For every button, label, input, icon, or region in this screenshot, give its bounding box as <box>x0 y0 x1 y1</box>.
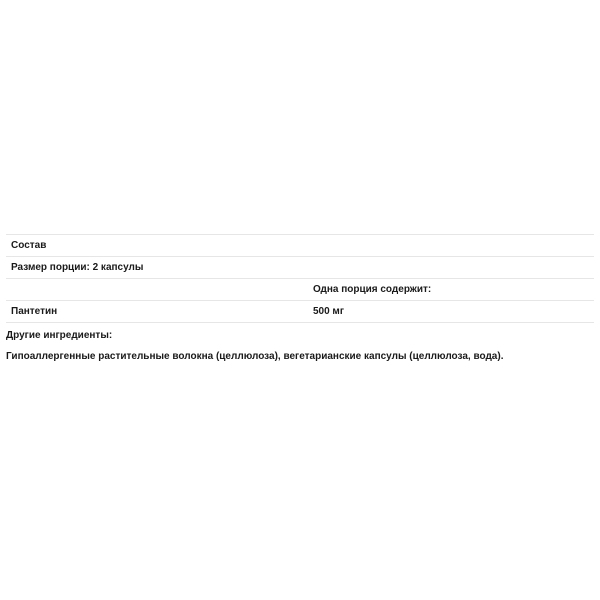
ingredient-name: Пантетин <box>6 301 308 323</box>
other-ingredients-title: Другие ингредиенты: <box>6 330 113 341</box>
ingredient-amount: 500 мг <box>308 301 594 323</box>
serving-size-row <box>6 257 594 279</box>
header-blank-cell <box>6 279 308 301</box>
table-title: Состав <box>6 235 594 257</box>
amount-header: Одна порция содержит: <box>308 279 594 301</box>
amount-header-row <box>6 279 594 301</box>
table-title-row <box>6 235 594 257</box>
table-row <box>6 301 594 323</box>
serving-size: Размер порции: 2 капсулы <box>6 257 594 279</box>
other-ingredients-text: Гипоаллергенные растительные волокна (целлюлоза), вегетарианские капсулы (целлюлоза, вода). <box>6 351 504 362</box>
supplement-facts-table <box>6 234 594 323</box>
